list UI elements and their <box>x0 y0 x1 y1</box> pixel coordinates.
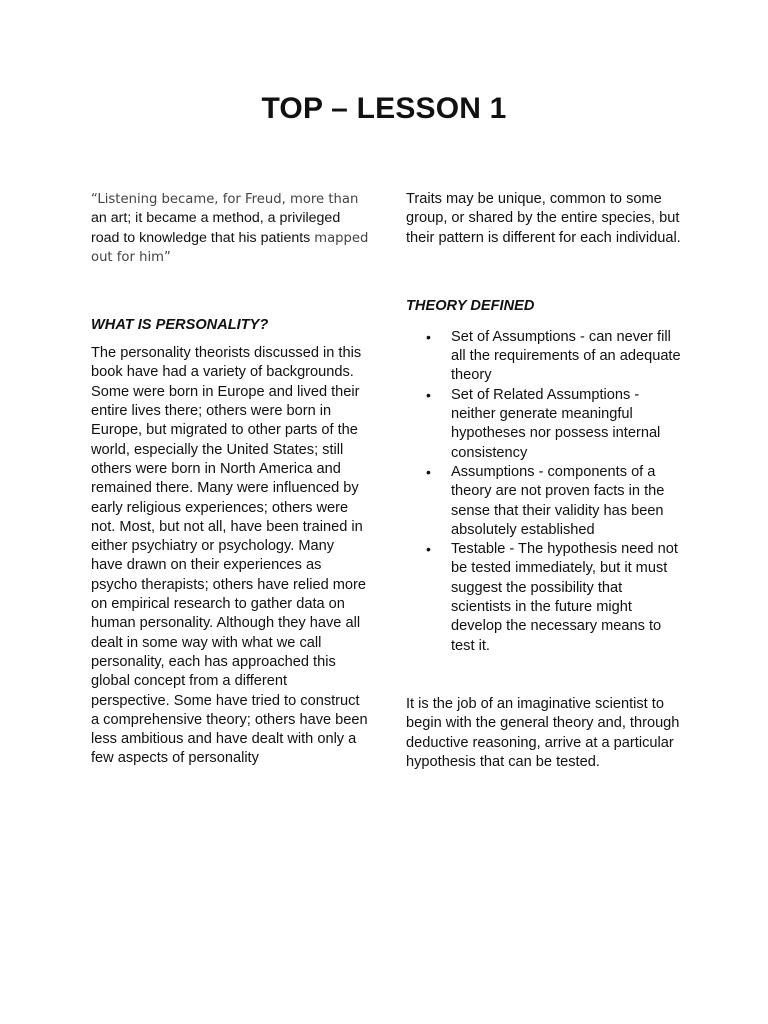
quote-line-2: an art; it became a method, a privileged road to knowledge that his patients <box>91 210 341 246</box>
list-item <box>406 540 686 656</box>
list-item-text: Set of Assumptions - can never fill all the requirements of an adequate theory <box>451 328 681 384</box>
list-item-text: Assumptions - components of a theory are not proven facts in the sense that their validity has been absolutely established <box>451 463 665 538</box>
theory-bullet-list <box>406 328 686 656</box>
bullet-icon: • <box>426 541 431 558</box>
section-heading-personality: WHAT IS PERSONALITY? <box>91 317 269 334</box>
bullet-icon: • <box>426 463 431 480</box>
traits-paragraph: Traits may be unique, common to some group, or shared by the entire species, but their pattern is different for each individual. <box>406 191 681 246</box>
list-item-text: Testable - The hypothesis need not be tested immediately, but it must suggest the possibility that scientists in the future might develop the necessary means to test it. <box>451 541 678 654</box>
bullet-icon: • <box>426 386 431 403</box>
bullet-icon: • <box>426 328 431 345</box>
freud-quote <box>91 190 369 267</box>
personality-paragraph: The personality theorists discussed in this book have had a variety of backgrounds. Some were born in Europe and lived their entire lives there; others were born in Europe, but migrated to other parts of the world, especially the United States; still others were born in North America and remained there. Many were influenced by early religious experiences; others were not. Most, but not all, have been trained in either psychiatry or psychology. Many have drawn on their experiences as psycho therapists; others have relied more on empirical research to gather data on human personality. Although they have all dealt in some way with what we call personality, each has approached this global concept from a different perspective. Some have tried to construct a comprehensive theory; others have been less ambitious and have dealt with only a few aspects of personality <box>91 345 368 767</box>
list-item <box>406 386 686 463</box>
left-column <box>91 190 369 769</box>
closing-paragraph: It is the job of an imaginative scientist to begin with the general theory and, through deductive reasoning, arrive at a particular hypothesis that can be tested. <box>406 695 680 770</box>
list-item <box>406 328 686 386</box>
section-heading-theory: THEORY DEFINED <box>406 297 535 314</box>
quote-line-3: mapped out for him” <box>91 230 369 265</box>
right-column <box>406 190 686 772</box>
quote-line-1: “Listening became, for Freud, more than <box>91 192 359 207</box>
list-item <box>406 463 686 540</box>
page-title: TOP – LESSON 1 <box>261 92 507 125</box>
list-item-text: Set of Related Assumptions - neither generate meaningful hypotheses nor possess internal consistency <box>451 386 661 461</box>
